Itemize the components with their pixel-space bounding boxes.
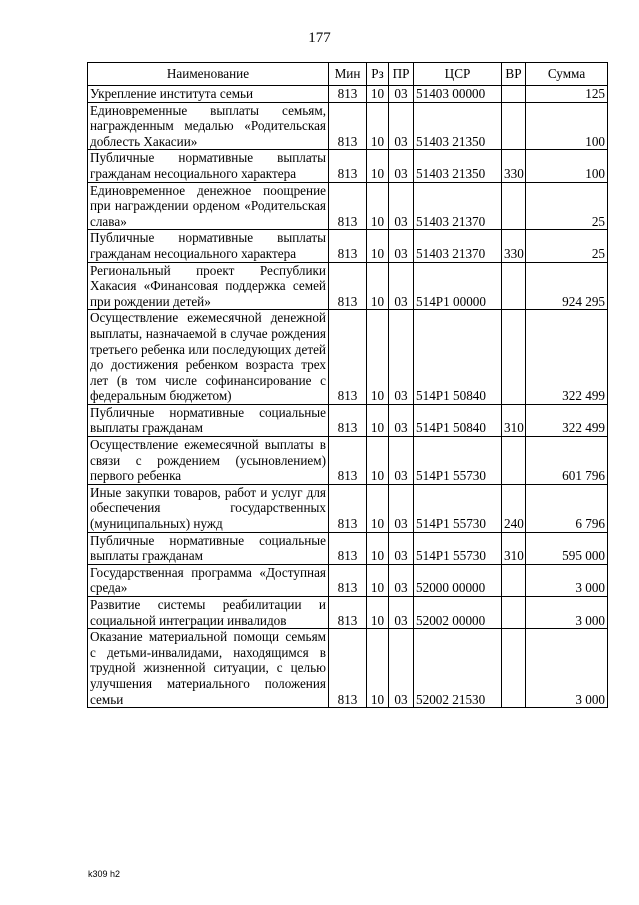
row-rz: 10 — [367, 597, 389, 629]
row-vr — [502, 262, 526, 310]
row-csr: 51403 00000 — [414, 86, 502, 103]
row-sum: 100 — [526, 150, 608, 182]
row-min: 813 — [329, 150, 367, 182]
row-min: 813 — [329, 404, 367, 436]
row-min: 813 — [329, 230, 367, 262]
row-csr: 514P1 55730 — [414, 437, 502, 485]
row-vr — [502, 86, 526, 103]
row-csr: 52002 00000 — [414, 597, 502, 629]
row-vr — [502, 564, 526, 596]
row-name: Осуществление ежемесячной денежной выплаты, назначаемой в случае рождения третьего ребенка или последующих детей до достижения ребенком возраста трех лет (в том числе софинансирование с федеральным бюджетом) — [88, 310, 329, 405]
row-rz: 10 — [367, 150, 389, 182]
row-pr: 03 — [389, 404, 414, 436]
row-csr: 52000 00000 — [414, 564, 502, 596]
table-row — [88, 310, 608, 405]
row-vr — [502, 310, 526, 405]
row-name: Развитие системы реабилитации и социальной интеграции инвалидов — [88, 597, 329, 629]
row-vr: 310 — [502, 404, 526, 436]
row-pr: 03 — [389, 262, 414, 310]
row-rz: 10 — [367, 182, 389, 230]
row-pr: 03 — [389, 597, 414, 629]
budget-table — [87, 62, 608, 708]
row-vr: 330 — [502, 230, 526, 262]
table-row — [88, 182, 608, 230]
row-min: 813 — [329, 102, 367, 150]
column-header-rz: Рз — [367, 63, 389, 86]
row-sum: 25 — [526, 230, 608, 262]
row-vr — [502, 182, 526, 230]
row-rz: 10 — [367, 437, 389, 485]
row-min: 813 — [329, 182, 367, 230]
row-rz: 10 — [367, 484, 389, 532]
row-sum: 322 499 — [526, 310, 608, 405]
row-pr: 03 — [389, 102, 414, 150]
page-number: 177 — [308, 30, 331, 46]
row-sum: 125 — [526, 86, 608, 103]
row-name: Оказание материальной помощи семьям с детьми-инвалидами, находящимся в трудной жизненной ситуации, с целью улучшения материального положения семьи — [88, 629, 329, 708]
row-min: 813 — [329, 484, 367, 532]
row-pr: 03 — [389, 230, 414, 262]
row-min: 813 — [329, 437, 367, 485]
table-row — [88, 564, 608, 596]
row-min: 813 — [329, 532, 367, 564]
row-pr: 03 — [389, 437, 414, 485]
row-pr: 03 — [389, 564, 414, 596]
row-sum: 601 796 — [526, 437, 608, 485]
table-row — [88, 230, 608, 262]
row-vr — [502, 597, 526, 629]
row-pr: 03 — [389, 532, 414, 564]
table-row — [88, 437, 608, 485]
row-csr: 514P1 55730 — [414, 532, 502, 564]
row-csr: 51403 21370 — [414, 182, 502, 230]
row-csr: 51403 21350 — [414, 102, 502, 150]
row-sum: 25 — [526, 182, 608, 230]
table-row — [88, 150, 608, 182]
row-min: 813 — [329, 262, 367, 310]
row-pr: 03 — [389, 150, 414, 182]
row-csr: 52002 21530 — [414, 629, 502, 708]
row-name: Публичные нормативные социальные выплаты гражданам — [88, 404, 329, 436]
column-header-name: Наименование — [88, 63, 329, 86]
table-header-row — [88, 63, 608, 86]
row-pr: 03 — [389, 484, 414, 532]
row-vr — [502, 437, 526, 485]
row-name: Единовременные выплаты семьям, награжденным медалью «Родительская доблесть Хакасии» — [88, 102, 329, 150]
column-header-sum: Сумма — [526, 63, 608, 86]
table-row — [88, 629, 608, 708]
row-name: Государственная программа «Доступная среда» — [88, 564, 329, 596]
row-csr: 51403 21370 — [414, 230, 502, 262]
row-name: Публичные нормативные выплаты гражданам несоциального характера — [88, 150, 329, 182]
row-name: Иные закупки товаров, работ и услуг для обеспечения государственных (муниципальных) нужд — [88, 484, 329, 532]
row-vr: 330 — [502, 150, 526, 182]
row-rz: 10 — [367, 262, 389, 310]
table-row — [88, 532, 608, 564]
row-rz: 10 — [367, 86, 389, 103]
row-pr: 03 — [389, 86, 414, 103]
row-csr: 514P1 55730 — [414, 484, 502, 532]
row-sum: 100 — [526, 102, 608, 150]
table-row — [88, 102, 608, 150]
row-sum: 6 796 — [526, 484, 608, 532]
row-rz: 10 — [367, 629, 389, 708]
row-vr: 240 — [502, 484, 526, 532]
column-header-vr: ВР — [502, 63, 526, 86]
table-row — [88, 404, 608, 436]
row-csr: 514P1 00000 — [414, 262, 502, 310]
row-csr: 51403 21350 — [414, 150, 502, 182]
row-min: 813 — [329, 597, 367, 629]
row-name: Публичные нормативные социальные выплаты гражданам — [88, 532, 329, 564]
table-row — [88, 262, 608, 310]
row-pr: 03 — [389, 182, 414, 230]
row-vr — [502, 629, 526, 708]
row-sum: 595 000 — [526, 532, 608, 564]
row-name: Осуществление ежемесячной выплаты в связи с рождением (усыновлением) первого ребенка — [88, 437, 329, 485]
row-rz: 10 — [367, 564, 389, 596]
row-min: 813 — [329, 564, 367, 596]
row-pr: 03 — [389, 629, 414, 708]
row-sum: 3 000 — [526, 597, 608, 629]
table-row — [88, 597, 608, 629]
table-row — [88, 484, 608, 532]
row-min: 813 — [329, 86, 367, 103]
column-header-csr: ЦСР — [414, 63, 502, 86]
row-name: Единовременное денежное поощрение при награждении орденом «Родительская слава» — [88, 182, 329, 230]
row-min: 813 — [329, 310, 367, 405]
row-name: Укрепление института семьи — [88, 86, 329, 103]
row-rz: 10 — [367, 230, 389, 262]
row-sum: 924 295 — [526, 262, 608, 310]
footer-code: k309 h2 — [88, 869, 121, 879]
column-header-min: Мин — [329, 63, 367, 86]
row-pr: 03 — [389, 310, 414, 405]
column-header-pr: ПР — [389, 63, 414, 86]
row-sum: 3 000 — [526, 629, 608, 708]
row-csr: 514P1 50840 — [414, 310, 502, 405]
row-vr: 310 — [502, 532, 526, 564]
row-name: Региональный проект Республики Хакасия «Финансовая поддержка семей при рождении детей» — [88, 262, 329, 310]
row-sum: 3 000 — [526, 564, 608, 596]
row-rz: 10 — [367, 310, 389, 405]
row-vr — [502, 102, 526, 150]
row-name: Публичные нормативные выплаты гражданам несоциального характера — [88, 230, 329, 262]
row-min: 813 — [329, 629, 367, 708]
row-rz: 10 — [367, 102, 389, 150]
row-rz: 10 — [367, 404, 389, 436]
table-row — [88, 86, 608, 103]
row-rz: 10 — [367, 532, 389, 564]
row-sum: 322 499 — [526, 404, 608, 436]
row-csr: 514P1 50840 — [414, 404, 502, 436]
